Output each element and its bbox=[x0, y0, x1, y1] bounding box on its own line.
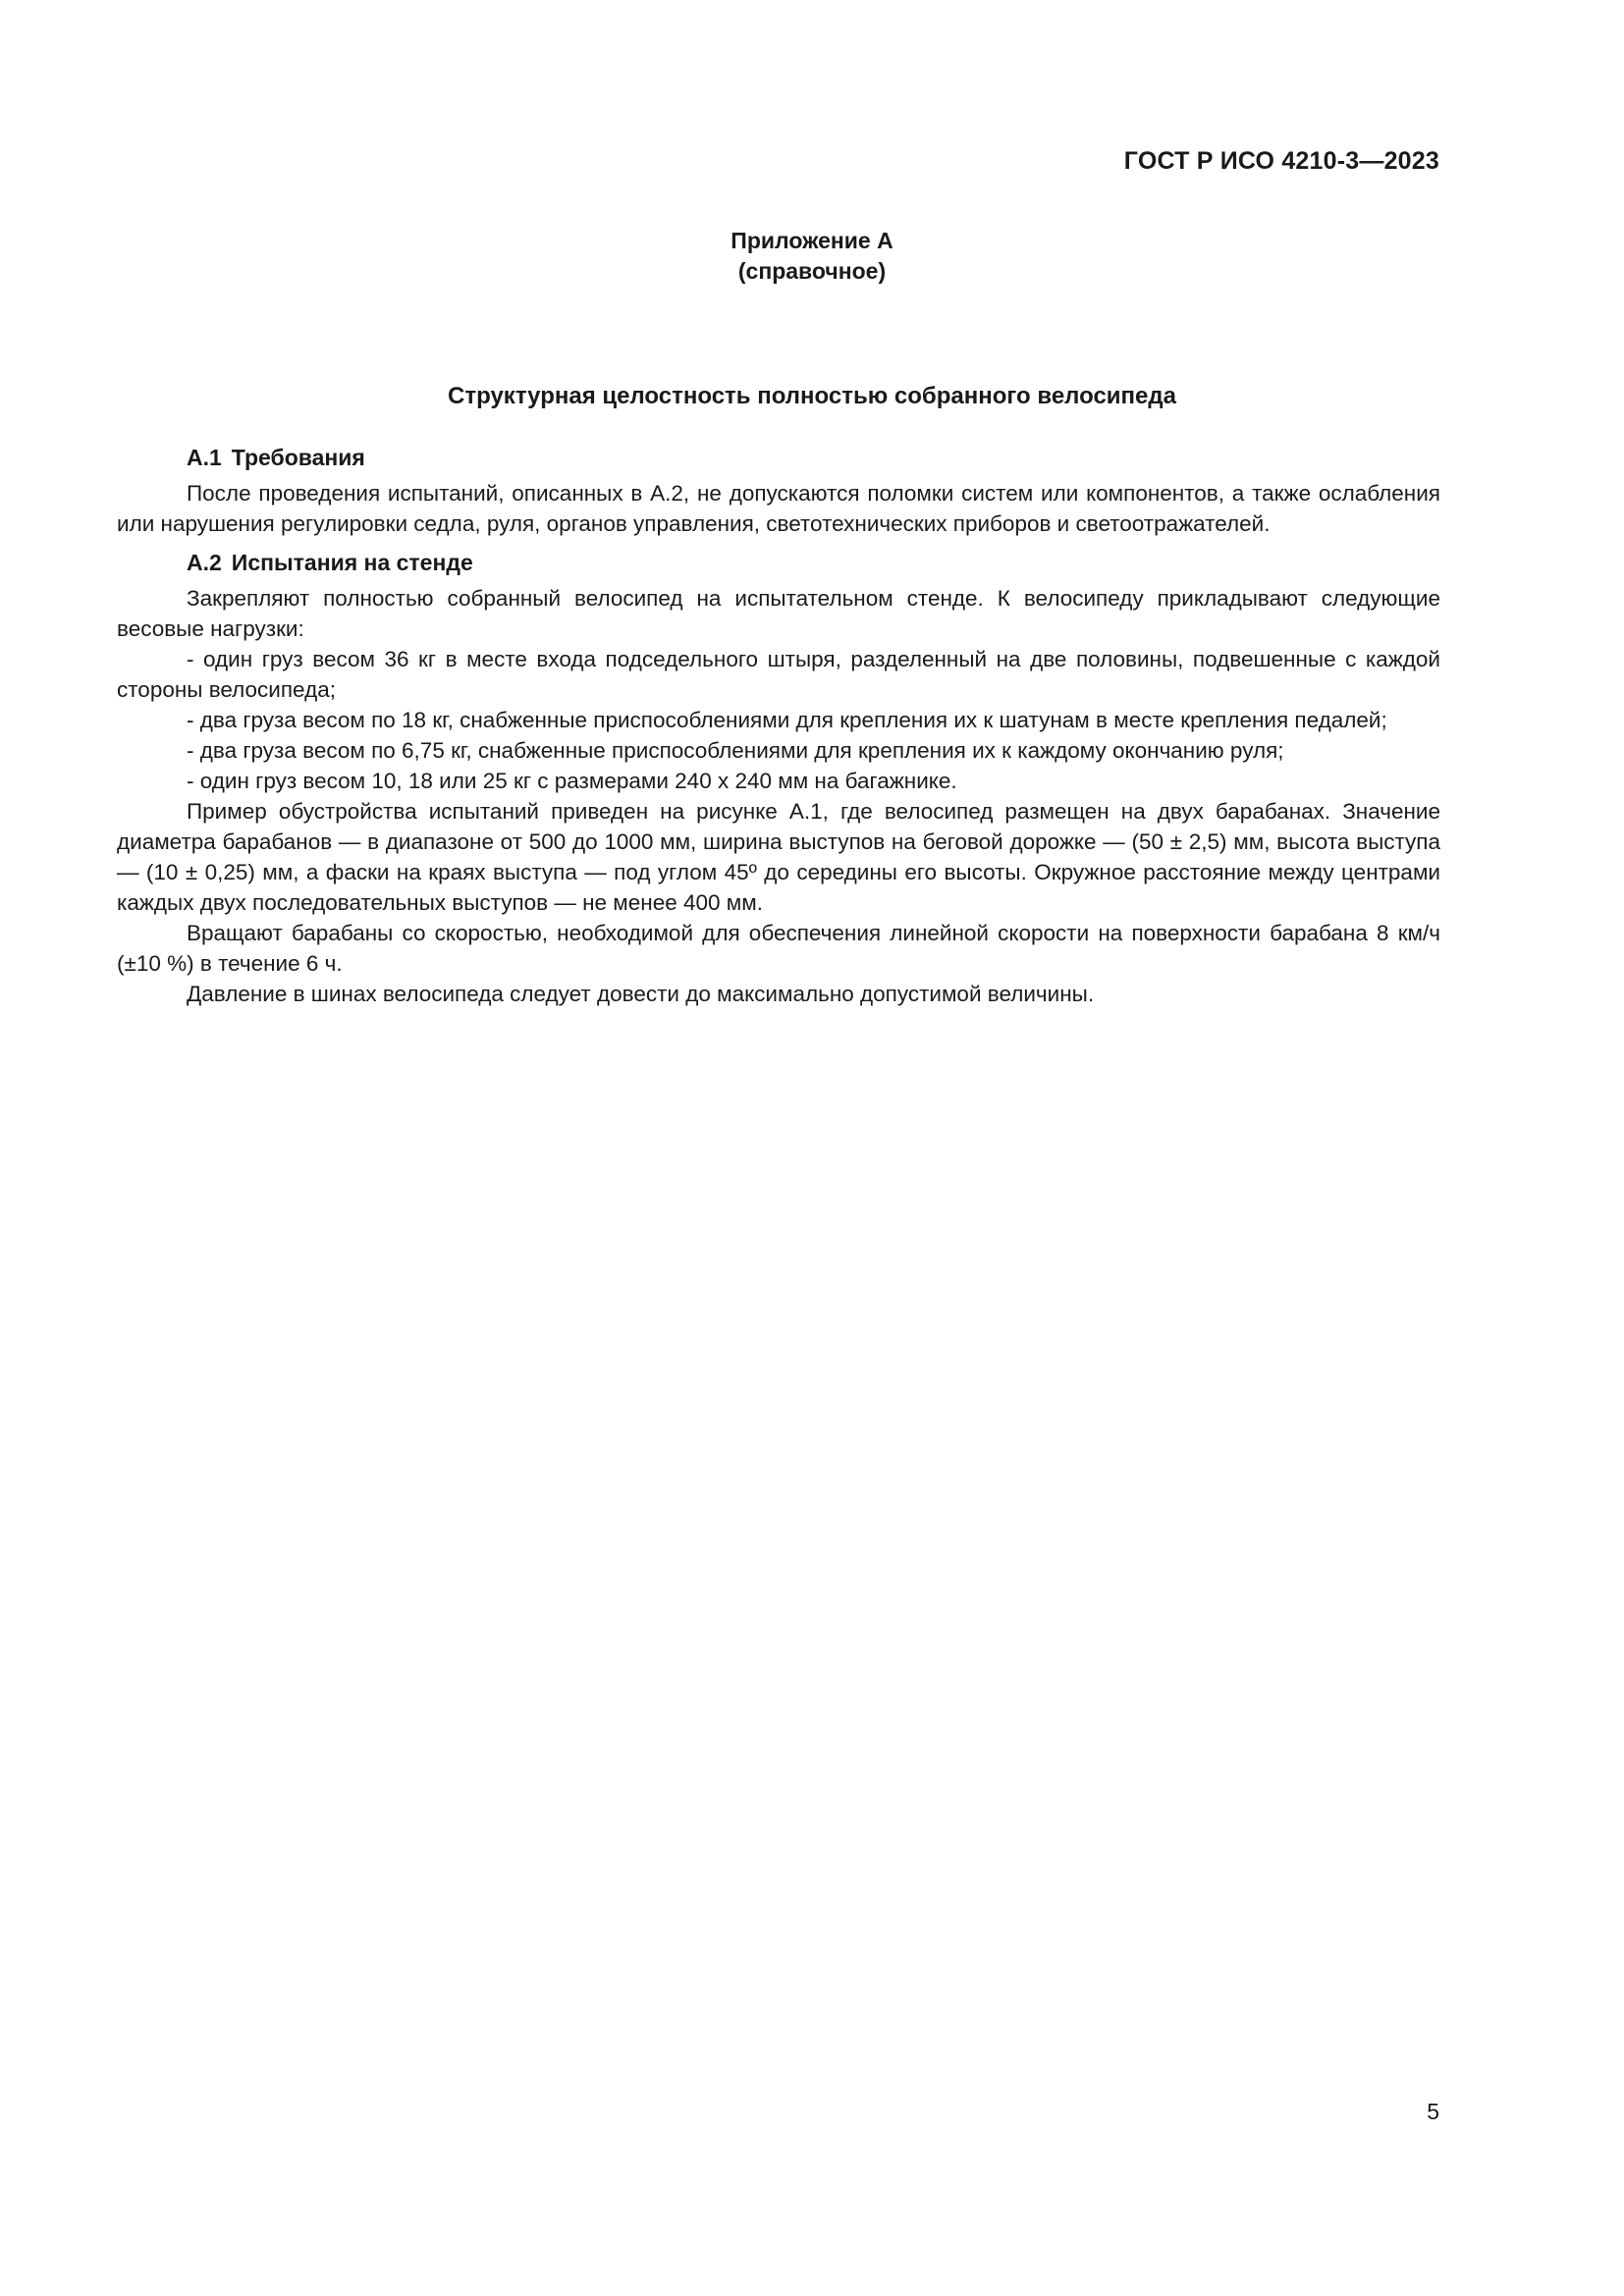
section-a1 bbox=[117, 443, 1440, 539]
annex-status: (справочное) bbox=[737, 258, 887, 284]
section-title: Испытания на стенде bbox=[231, 550, 473, 575]
list-item: - два груза весом по 6,75 кг, снабженные приспособлениями для крепления их к каждому окончанию руля; bbox=[187, 738, 1284, 763]
annex-title: Структурная целостность полностью собранного велосипеда bbox=[448, 383, 1176, 409]
paragraph: Пример обустройства испытаний приведен на рисунке А.1, где велосипед размещен на двух барабанах. Значение диаметра барабанов — в диапазоне от 500 до 1000 мм, ширина выступов на беговой дорожке — (50 ± 2,5) мм, высота выступа — (10 ± 0,25) мм, а фаски на краях выступа — под углом 45º до середины его высоты. Окружное расстояние между центрами каждых двух последовательных выступов — не менее 400 мм. bbox=[117, 799, 1440, 915]
document-code: ГОСТ Р ИСО 4210-3—2023 bbox=[1123, 147, 1439, 175]
list-item: - один груз весом 10, 18 или 25 кг с размерами 240 x 240 мм на багажнике. bbox=[187, 769, 957, 793]
section-number: А.2 bbox=[187, 550, 222, 575]
paragraph: Давление в шинах велосипеда следует довести до максимально допустимой величины. bbox=[187, 982, 1095, 1006]
paragraph: Закрепляют полностью собранный велосипед на испытательном стенде. К велосипеду прикладывают следующие весовые нагрузки: bbox=[117, 586, 1440, 641]
section-heading bbox=[117, 548, 1440, 577]
list-item: - один груз весом 36 кг в месте входа подседельного штыря, разделенный на две половины, подвешенные с каждой стороны велосипеда; bbox=[117, 647, 1440, 702]
section-number: А.1 bbox=[187, 445, 222, 470]
paragraph: Вращают барабаны со скоростью, необходимой для обеспечения линейной скорости на поверхности барабана 8 км/ч (±10 %) в течение 6 ч. bbox=[117, 921, 1440, 976]
document-body bbox=[117, 443, 1440, 1009]
page-number: 5 bbox=[1427, 2099, 1439, 2124]
annex-heading bbox=[0, 226, 1624, 287]
list-item: - два груза весом по 18 кг, снабженные приспособлениями для крепления их к шатунам в месте крепления педалей; bbox=[187, 708, 1387, 732]
section-title: Требования bbox=[231, 445, 365, 470]
paragraph: После проведения испытаний, описанных в А.2, не допускаются поломки систем или компонентов, а также ослабления или нарушения регулировки седла, руля, органов управления, светотехнических приборов и светоотражателей. bbox=[117, 481, 1440, 536]
annex-label: Приложение А bbox=[731, 228, 893, 253]
section-a2 bbox=[117, 548, 1440, 1009]
section-heading bbox=[117, 443, 1440, 472]
